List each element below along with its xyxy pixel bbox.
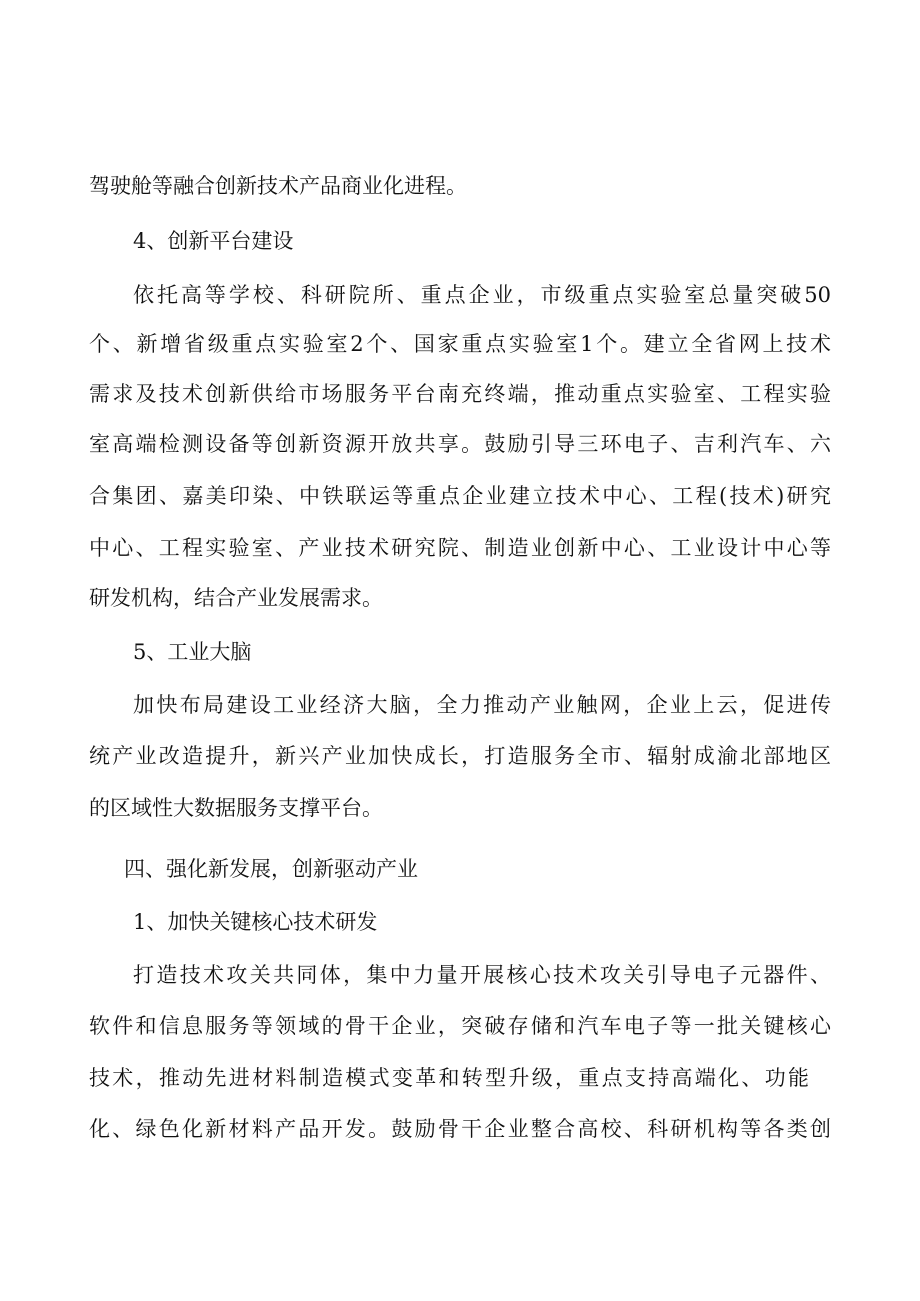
section-heading-core-tech: 1、加快关键核心技术研发 — [133, 910, 378, 934]
paragraph-line: 统产业改造提升，新兴产业加快成长，打造服务全市、辐射成渝北部地区 — [89, 744, 831, 768]
paragraph-line: 化、绿色化新材料产品开发。鼓励骨干企业整合高校、科研机构等各类创 — [89, 1117, 831, 1141]
paragraph-line: 打造技术攻关共同体，集中力量开展核心技术攻关引导电子元器件、 — [133, 963, 831, 987]
section-heading-innovation-platform: 4、创新平台建设 — [133, 229, 294, 253]
paragraph-line: 加快布局建设工业经济大脑，全力推动产业触网，企业上云，促进传 — [133, 693, 831, 717]
paragraph-line: 技术，推动先进材料制造模式变革和转型升级，重点支持高端化、功能 — [89, 1066, 809, 1090]
paragraph-line: 的区域性大数据服务支撑平台。 — [89, 796, 383, 820]
paragraph-line: 驾驶舱等融合创新技术产品商业化进程。 — [89, 174, 467, 198]
chapter-heading: 四、强化新发展，创新驱动产业 — [124, 857, 418, 881]
section-heading-industrial-brain: 5、工业大脑 — [133, 640, 252, 664]
paragraph-line: 室高端检测设备等创新资源开放共享。鼓励引导三环电子、吉利汽车、六 — [89, 432, 831, 456]
paragraph-line: 软件和信息服务等领域的骨干企业，突破存储和汽车电子等一批关键核心 — [89, 1014, 831, 1038]
paragraph-line: 中心、工程实验室、产业技术研究院、制造业创新中心、工业设计中心等 — [89, 536, 831, 560]
paragraph-line: 需求及技术创新供给市场服务平台南充终端，推动重点实验室、工程实验 — [89, 382, 831, 406]
paragraph-line: 合集团、嘉美印染、中铁联运等重点企业建立技术中心、工程(技术)研究 — [89, 484, 831, 508]
paragraph-line: 研发机构，结合产业发展需求。 — [89, 586, 383, 610]
paragraph-line: 个、新增省级重点实验室2个、国家重点实验室1个。建立全省网上技术 — [89, 332, 831, 356]
paragraph-line: 依托高等学校、科研院所、重点企业，市级重点实验室总量突破50 — [133, 283, 831, 307]
